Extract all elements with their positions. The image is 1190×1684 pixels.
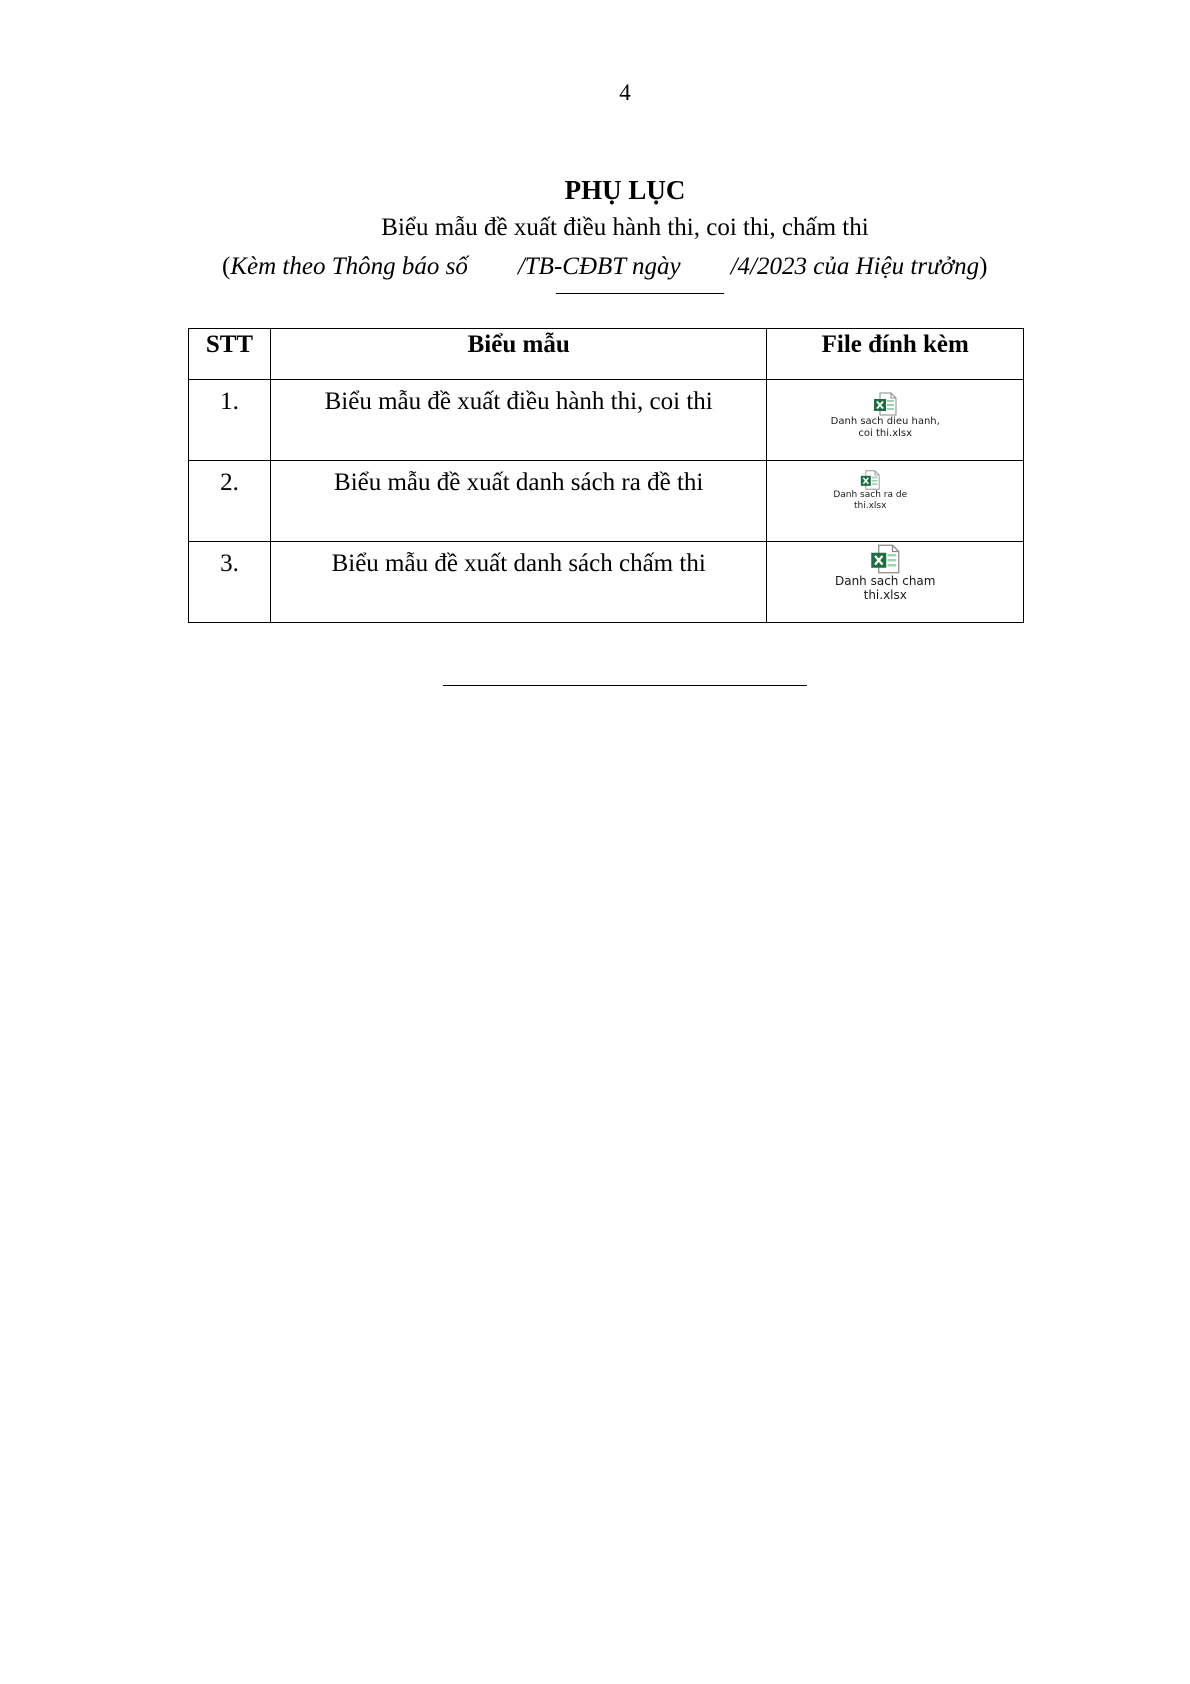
attachment-filename: Danh sach ra de thi.xlsx — [833, 490, 908, 511]
attachment-link[interactable] — [825, 544, 945, 603]
excel-file-icon — [870, 544, 900, 574]
header-stt: STT — [189, 329, 271, 380]
form-name: Biểu mẫu đề xuất danh sách ra đề thi — [334, 469, 704, 496]
reference-line — [222, 253, 987, 281]
table-row — [189, 542, 1024, 623]
reference-underline — [556, 293, 724, 294]
header-form: Biểu mẫu — [270, 329, 767, 380]
reference-part-code: /TB-CĐBT ngày — [517, 253, 681, 280]
end-divider — [443, 685, 807, 686]
row-number: 2. — [220, 469, 239, 496]
header-attachment: File đính kèm — [767, 329, 1024, 380]
document-subtitle: Biểu mẫu đề xuất điều hành thi, coi thi, chấm thi — [381, 214, 869, 241]
forms-table — [188, 328, 1024, 623]
reference-part-date: /4/2023 của Hiệu trưởng — [730, 253, 980, 280]
document-title: PHỤ LỤC — [564, 175, 686, 205]
cell-stt — [189, 542, 271, 623]
excel-file-icon — [873, 392, 897, 416]
page-number: 4 — [619, 80, 631, 105]
row-number: 1. — [220, 388, 239, 415]
form-name: Biểu mẫu đề xuất điều hành thi, coi thi — [324, 388, 713, 415]
table-row — [189, 461, 1024, 542]
cell-stt — [189, 461, 271, 542]
attachment-link[interactable] — [820, 470, 920, 512]
cell-attachment — [767, 380, 1024, 461]
row-number: 3. — [220, 550, 239, 577]
reference-part-announcement: Kèm theo Thông báo số — [230, 253, 468, 280]
attachment-filename: Danh sach cham thi.xlsx — [834, 574, 936, 603]
form-name: Biểu mẫu đề xuất danh sách chấm thi — [331, 550, 706, 577]
attachment-filename: Danh sach dieu hanh, coi thi.xlsx — [830, 416, 940, 439]
excel-file-icon — [859, 470, 881, 490]
reference-open-paren: ( — [222, 253, 231, 280]
cell-attachment — [767, 542, 1024, 623]
cell-form — [270, 542, 767, 623]
table-row — [189, 380, 1024, 461]
cell-form — [270, 461, 767, 542]
attachment-link[interactable] — [825, 392, 945, 440]
cell-form — [270, 380, 767, 461]
cell-stt — [189, 380, 271, 461]
table-header-row — [189, 329, 1024, 380]
reference-close-paren: ) — [979, 253, 988, 280]
cell-attachment — [767, 461, 1024, 542]
